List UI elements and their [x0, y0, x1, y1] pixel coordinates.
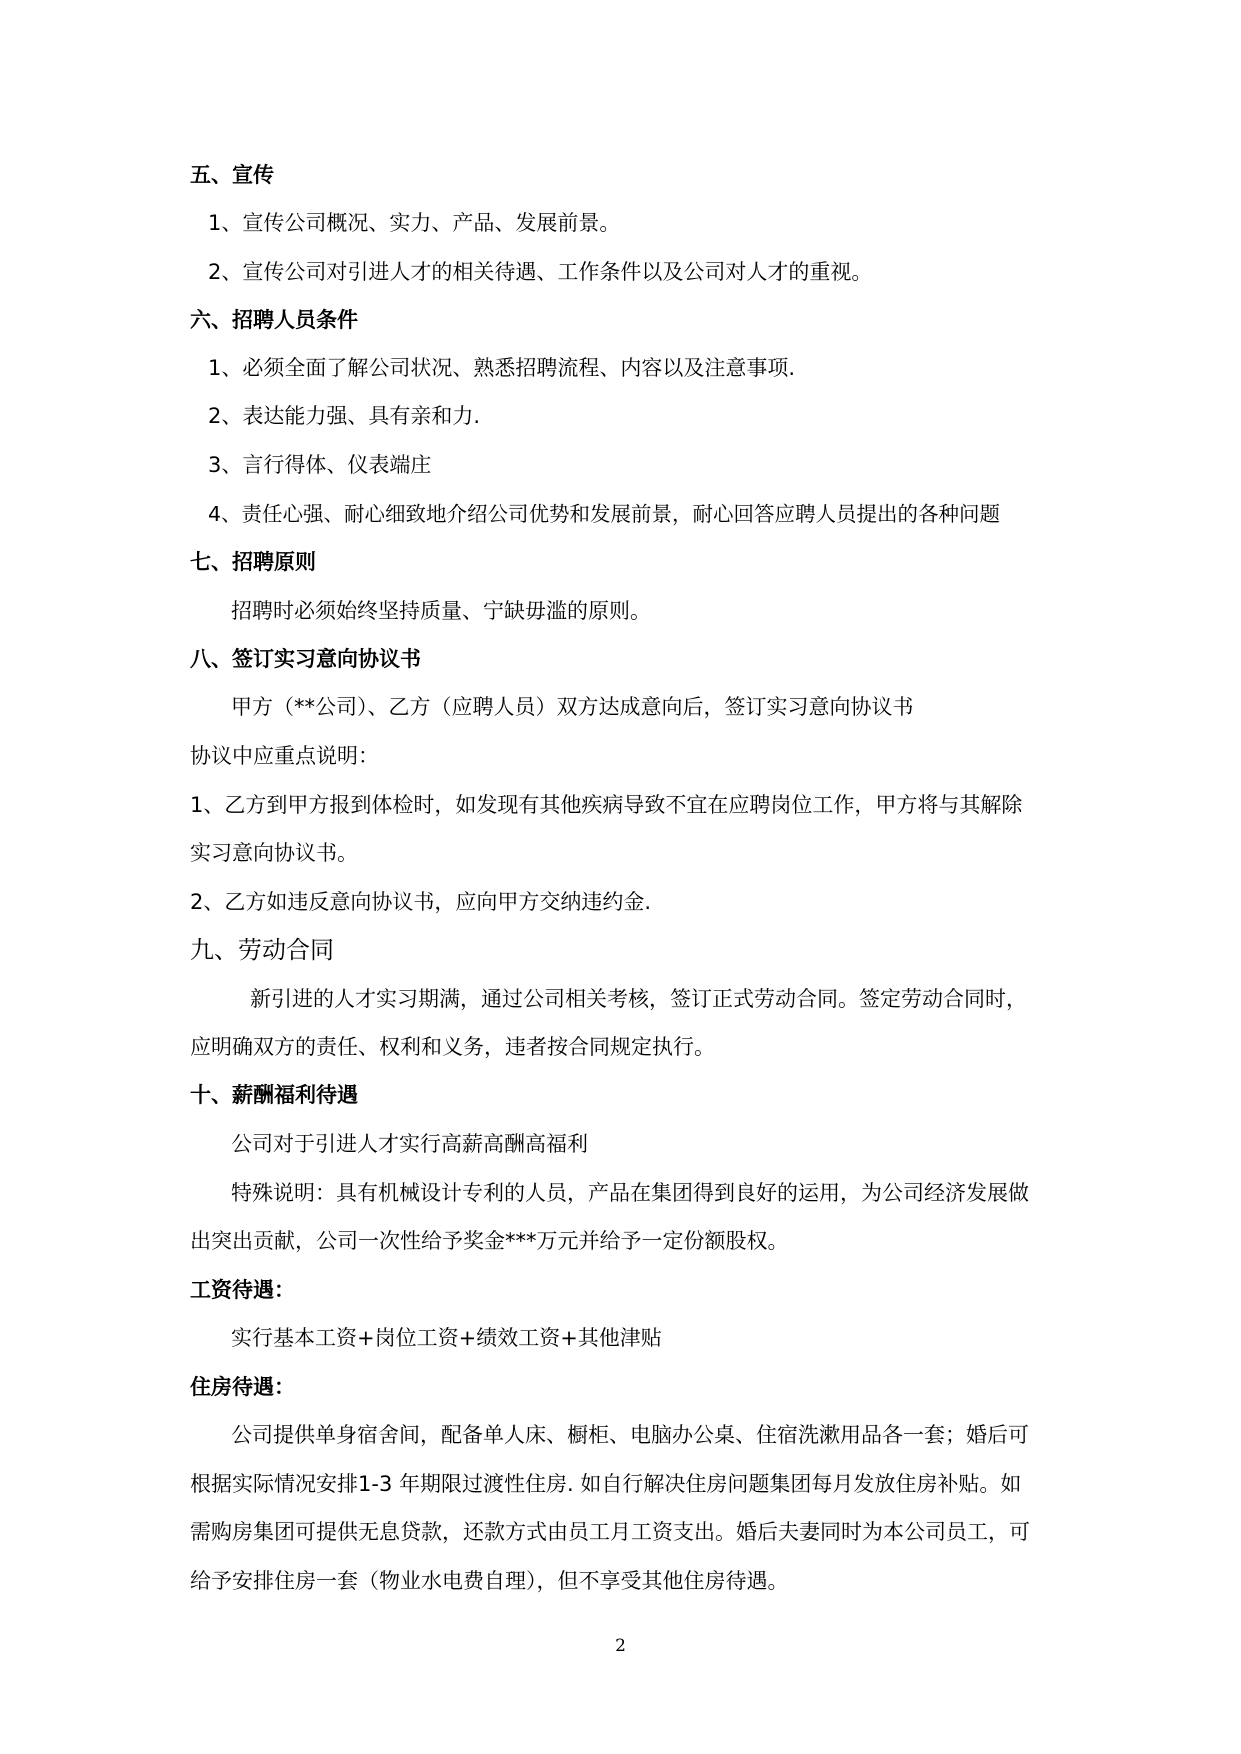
- list-item: 2、表达能力强、具有亲和力.: [208, 404, 481, 428]
- section-heading-publicity: 五、宣传: [190, 163, 274, 187]
- paragraph-line: 协议中应重点说明：: [190, 744, 379, 768]
- paragraph-line: 给予安排住房一套（物业水电费自理），但不享受其他住房待遇。: [190, 1569, 789, 1593]
- paragraph-line: 1、乙方到甲方报到体检时，如发现有其他疾病导致不宜在应聘岗位工作，甲方将与其解除: [190, 793, 1023, 817]
- list-item: 2、宣传公司对引进人才的相关待遇、工作条件以及公司对人才的重视。: [208, 260, 873, 284]
- section-heading-recruiter-requirements: 六、招聘人员条件: [190, 308, 358, 332]
- paragraph: 实行基本工资+岗位工资+绩效工资+其他津贴: [231, 1326, 662, 1350]
- paragraph-line: 应明确双方的责任、权利和义务，违者按合同规定执行。: [190, 1035, 715, 1059]
- list-item: 4、责任心强、耐心细致地介绍公司优势和发展前景，耐心回答应聘人员提出的各种问题: [208, 502, 1001, 526]
- page-number: 2: [615, 1636, 626, 1656]
- paragraph-line: 需购房集团可提供无息贷款，还款方式由员工月工资支出。婚后夫妻同时为本公司员工，可: [190, 1520, 1030, 1544]
- paragraph: 招聘时必须始终坚持质量、宁缺毋滥的原则。: [231, 599, 651, 623]
- paragraph-line: 根据实际情况安排1-3 年期限过渡性住房. 如自行解决住房问题集团每月发放住房补贴。如: [190, 1472, 1022, 1496]
- paragraph-line: 新引进的人才实习期满，通过公司相关考核，签订正式劳动合同。签定劳动合同时，: [250, 987, 1027, 1011]
- paragraph-line: 出突出贡献，公司一次性给予奖金***万元并给予一定份额股权。: [190, 1229, 789, 1253]
- paragraph-line: 特殊说明：具有机械设计专利的人员，产品在集团得到良好的运用，为公司经济发展做: [231, 1181, 1029, 1205]
- list-item: 1、宣传公司概况、实力、产品、发展前景。: [208, 211, 621, 235]
- list-item: 1、必须全面了解公司状况、熟悉招聘流程、内容以及注意事项.: [208, 356, 796, 380]
- section-heading-internship-agreement: 八、签订实习意向协议书: [190, 647, 421, 671]
- paragraph-line: 2、乙方如违反意向协议书，应向甲方交纳违约金.: [190, 890, 652, 914]
- paragraph-line: 公司对于引进人才实行高薪高酬高福利: [231, 1132, 588, 1156]
- subsection-heading-wage: 工资待遇：: [190, 1278, 295, 1302]
- list-item: 3、言行得体、仪表端庄: [208, 453, 432, 477]
- paragraph-line: 公司提供单身宿舍间，配备单人床、橱柜、电脑办公桌、住宿洗漱用品各一套；婚后可: [231, 1423, 1029, 1447]
- subsection-heading-housing: 住房待遇：: [190, 1375, 295, 1399]
- section-heading-labor-contract: 九、劳动合同: [190, 936, 334, 964]
- paragraph-line: 实习意向协议书。: [190, 841, 358, 865]
- section-heading-compensation: 十、薪酬福利待遇: [190, 1083, 358, 1107]
- section-heading-recruitment-principle: 七、招聘原则: [190, 550, 316, 574]
- paragraph-line: 甲方（**公司）、乙方（应聘人员）双方达成意向后，签订实习意向协议书: [231, 695, 914, 719]
